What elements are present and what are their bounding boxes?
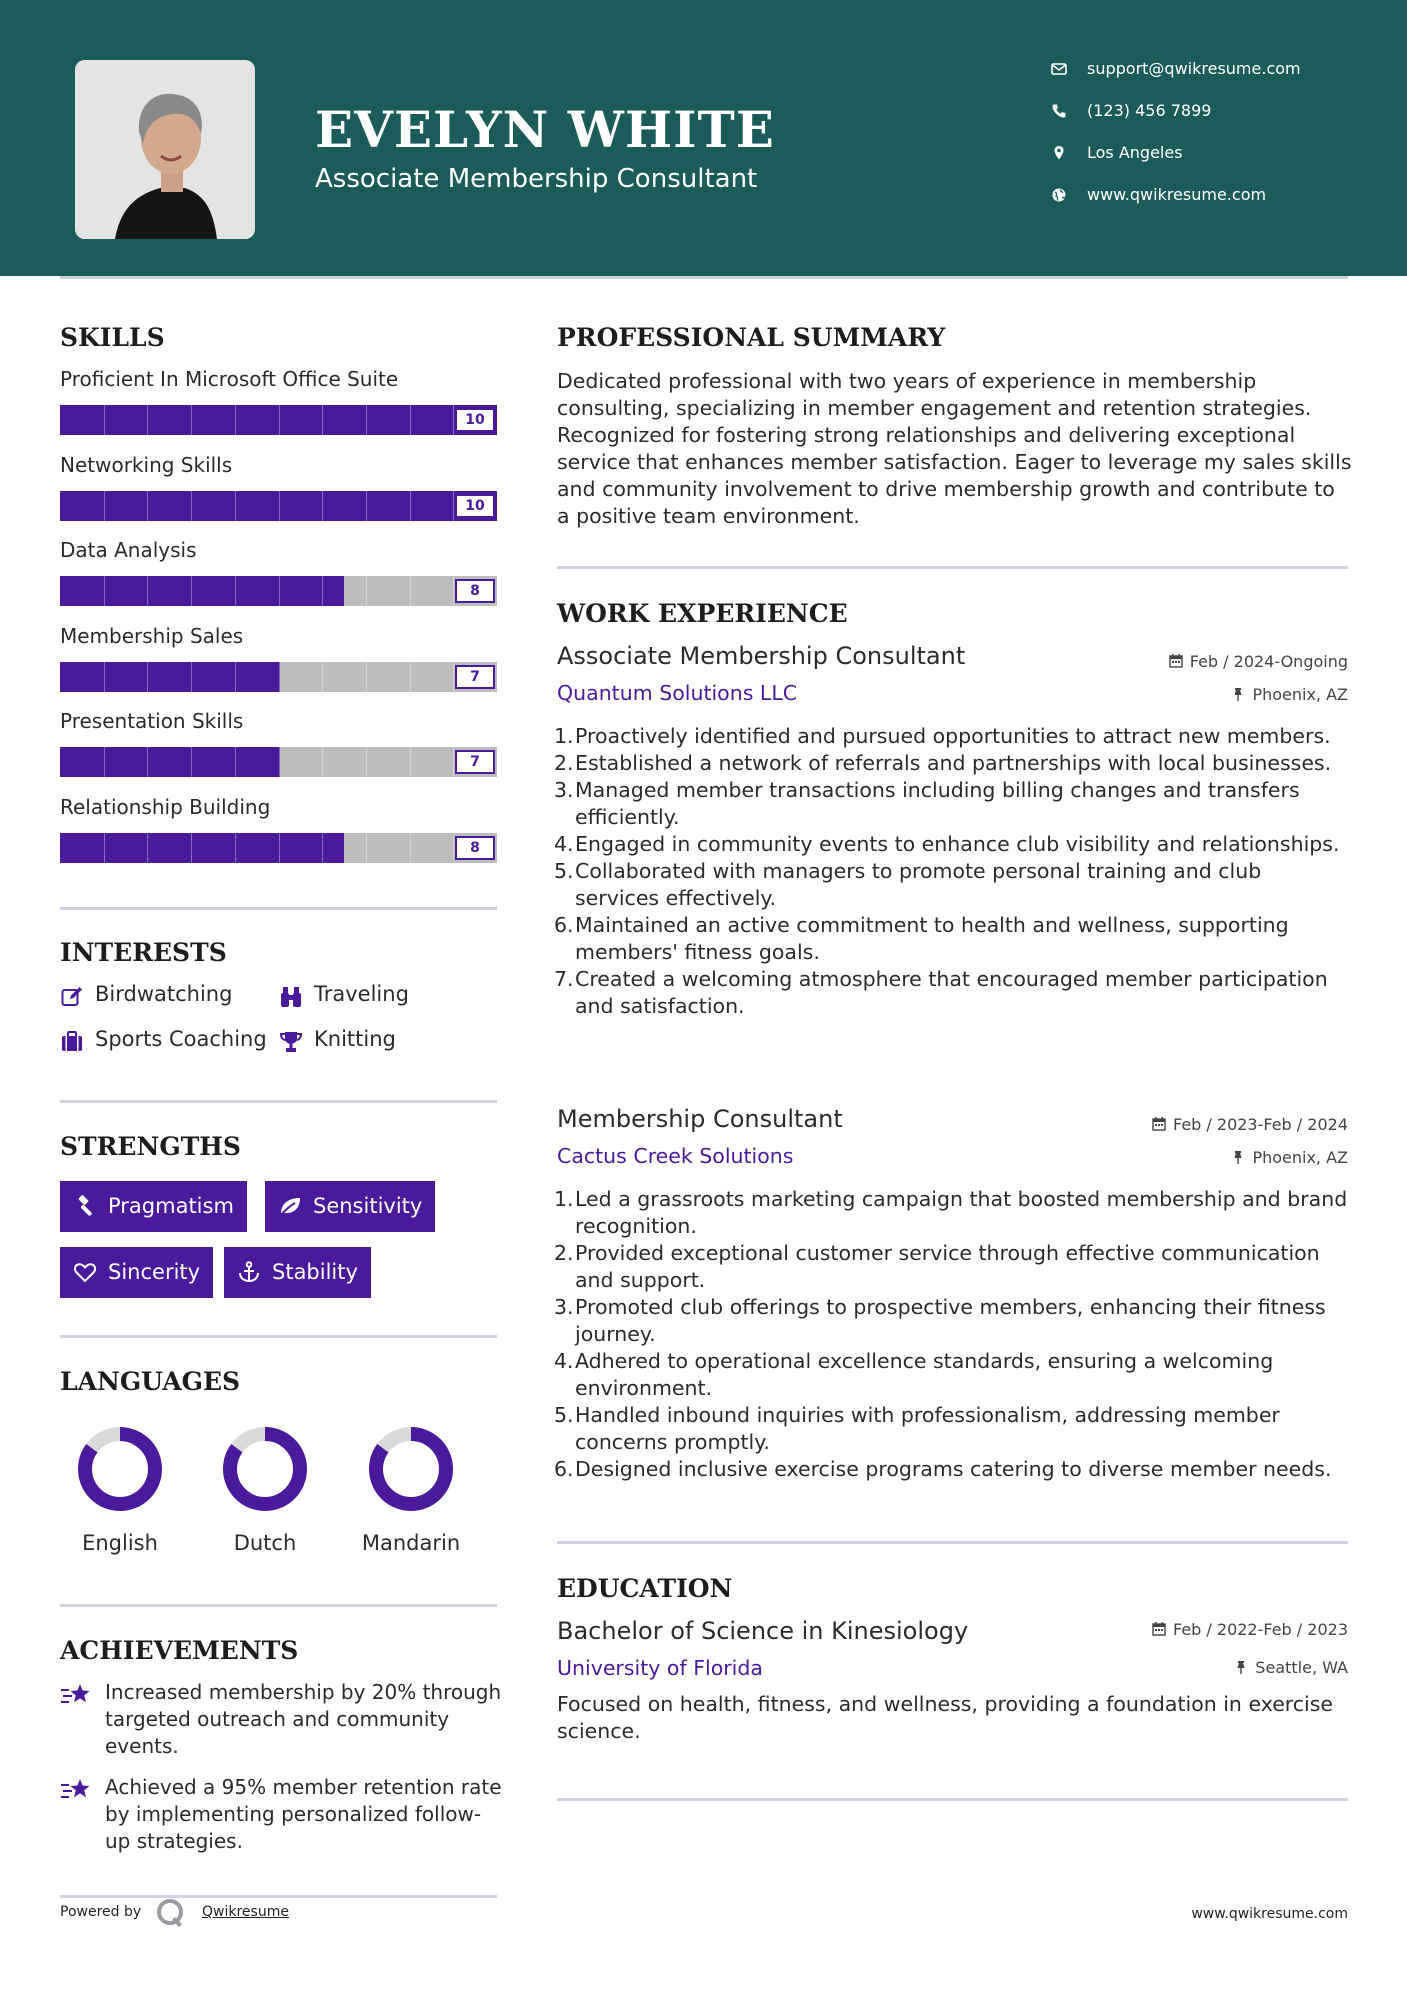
skill-bar-segment [453, 405, 454, 435]
contact-location-text: Los Angeles [1087, 143, 1183, 162]
skill-bar-segment [366, 747, 367, 777]
bullet-number: 4. [554, 1349, 574, 1373]
contact-email[interactable] [1050, 56, 1390, 98]
job-bullet [554, 777, 1349, 831]
school-name: University of Florida [557, 1656, 763, 1680]
strength-chip [60, 1181, 247, 1232]
job-bullet [554, 831, 1349, 858]
skill-level-value: 7 [455, 665, 495, 689]
thumbtack-icon [1231, 1150, 1245, 1164]
globe-icon [1050, 186, 1068, 204]
skill-bar [60, 662, 497, 692]
skill-bar-segment [147, 833, 148, 863]
bullet-text: Promoted club offerings to prospective members, enhancing their fitness journey. [575, 1295, 1326, 1346]
skill-bar-segment [191, 405, 192, 435]
contact-email-text: support@qwikresume.com [1087, 59, 1301, 78]
bullet-number: 4. [554, 832, 574, 856]
footer-website[interactable]: www.qwikresume.com [1191, 1906, 1348, 1922]
language-name: Dutch [233, 1531, 297, 1555]
skill-bar-segment [366, 491, 367, 521]
skills-heading: SKILLS [60, 323, 165, 352]
skill-bar-segment [410, 662, 411, 692]
qwikresume-logo-icon [155, 1897, 187, 1929]
bullet-number: 2. [554, 751, 574, 775]
skill-bar-segment [410, 833, 411, 863]
language-level-ring [220, 1424, 310, 1514]
skill-bar [60, 576, 497, 606]
skill-bar-segment [279, 833, 280, 863]
bullet-number: 6. [554, 913, 574, 937]
summary-heading: PROFESSIONAL SUMMARY [557, 323, 946, 352]
strength-chip [224, 1247, 371, 1298]
skill-level-value: 10 [455, 408, 495, 432]
skill-bar-segment [410, 747, 411, 777]
section-divider [557, 1798, 1348, 1801]
job-bullet [554, 750, 1349, 777]
skill-name: Relationship Building [60, 795, 271, 819]
skill-bar-segment [453, 662, 454, 692]
language-level-ring [366, 1424, 456, 1514]
skill-bar-segment [191, 491, 192, 521]
job-bullet [554, 723, 1349, 750]
skill-name: Networking Skills [60, 453, 233, 477]
job-bullet [554, 1240, 1349, 1294]
interest-label: Sports Coaching [95, 1027, 267, 1051]
skill-bar-segment [191, 747, 192, 777]
bullet-number: 7. [554, 967, 574, 991]
thumbtack-icon [1234, 1660, 1248, 1674]
bullet-text: Designed inclusive exercise programs catering to diverse member needs. [575, 1457, 1332, 1481]
education-location-text: Seattle, WA [1255, 1658, 1348, 1677]
skill-bar-segment [191, 662, 192, 692]
bullet-text: Created a welcoming atmosphere that encouraged member participation and satisfaction. [575, 967, 1328, 1018]
skill-name: Presentation Skills [60, 709, 244, 733]
strength-label: Sincerity [108, 1260, 201, 1284]
skill-bar-segment [147, 662, 148, 692]
contact-phone[interactable] [1050, 98, 1390, 140]
bullet-number: 5. [554, 1403, 574, 1427]
language-name: Mandarin [361, 1531, 461, 1555]
skill-bar-segment [191, 833, 192, 863]
skill-bar-segment [279, 405, 280, 435]
skill-bar-segment [147, 491, 148, 521]
bullet-text: Managed member transactions including billing changes and transfers efficiently. [575, 778, 1300, 829]
contact-list [1050, 56, 1390, 224]
achievement-text: Increased membership by 20% through targeted outreach and community events. [105, 1680, 502, 1758]
job-bullet [554, 1402, 1349, 1456]
contact-website-text: www.qwikresume.com [1087, 185, 1267, 204]
thumbtack-icon [1231, 687, 1245, 701]
contact-website[interactable] [1050, 182, 1390, 224]
interest-label: Birdwatching [95, 982, 233, 1006]
skill-bar-fill [60, 576, 344, 606]
calendar-icon [1152, 1117, 1166, 1131]
skill-bar-segment [104, 405, 105, 435]
skill-bar [60, 491, 497, 521]
skill-bar-segment [147, 576, 148, 606]
skill-bar-segment [322, 405, 323, 435]
contact-location [1050, 140, 1390, 182]
section-divider [557, 1541, 1348, 1544]
skill-bar-segment [322, 491, 323, 521]
achievement-text: Achieved a 95% member retention rate by implementing personalized follow-up strategies. [105, 1775, 502, 1853]
strength-chip [265, 1181, 435, 1232]
skill-name: Data Analysis [60, 538, 197, 562]
skill-bar-segment [235, 662, 236, 692]
skill-bar-segment [453, 833, 454, 863]
phone-icon [1050, 102, 1068, 120]
bullet-text: Maintained an active commitment to health and wellness, supporting members' fitness goals. [575, 913, 1289, 964]
job-location [1231, 1148, 1348, 1167]
education-date-text: Feb / 2022-Feb / 2023 [1173, 1620, 1348, 1639]
shooting-star-icon [60, 1681, 92, 1709]
skill-bar-segment [366, 833, 367, 863]
map-marker-icon [1050, 144, 1068, 162]
strengths-heading: STRENGTHS [60, 1132, 241, 1161]
skill-bar-segment [279, 576, 280, 606]
interest-label: Knitting [314, 1027, 396, 1051]
bullet-number: 1. [554, 724, 574, 748]
job-date [1169, 652, 1348, 671]
skill-bar-segment [322, 833, 323, 863]
candidate-name: EVELYN WHITE [315, 100, 775, 159]
skill-bar-segment [366, 576, 367, 606]
skill-bar-segment [104, 833, 105, 863]
skill-bar-segment [410, 405, 411, 435]
skill-bar-segment [235, 405, 236, 435]
section-divider [557, 566, 1348, 569]
candidate-title: Associate Membership Consultant [315, 164, 758, 194]
bullet-number: 5. [554, 859, 574, 883]
job-responsibilities [554, 1186, 1349, 1483]
binoculars-icon [279, 985, 303, 1009]
bullet-text: Led a grassroots marketing campaign that boosted membership and brand recognition. [575, 1187, 1348, 1238]
skill-bar-segment [410, 576, 411, 606]
job-bullet [554, 1348, 1349, 1402]
gavel-icon [73, 1194, 97, 1218]
bullet-number: 3. [554, 1295, 574, 1319]
section-divider [60, 907, 497, 910]
education-location [1234, 1658, 1348, 1677]
skill-bar [60, 405, 497, 435]
job-date [1152, 1115, 1348, 1134]
job-company: Cactus Creek Solutions [557, 1144, 794, 1168]
achievements-heading: ACHIEVEMENTS [60, 1636, 299, 1665]
bullet-text: Handled inbound inquiries with professionalism, addressing member concerns promptly. [575, 1403, 1280, 1454]
powered-by-text: Powered by [60, 1904, 142, 1920]
job-bullet [554, 966, 1349, 1020]
bullet-number: 6. [554, 1457, 574, 1481]
bullet-number: 2. [554, 1241, 574, 1265]
skill-bar-segment [453, 491, 454, 521]
section-divider [60, 1335, 497, 1338]
skill-bar-segment [235, 576, 236, 606]
education-date [1152, 1620, 1348, 1639]
skill-bar-segment [322, 576, 323, 606]
skill-bar-segment [366, 405, 367, 435]
education-heading: EDUCATION [557, 1574, 733, 1603]
job-location [1231, 685, 1348, 704]
skill-bar-segment [322, 747, 323, 777]
skill-bar-segment [104, 662, 105, 692]
interest-label: Traveling [314, 982, 409, 1006]
language-name: English [82, 1531, 158, 1555]
qwikresume-link[interactable]: Qwikresume [202, 1904, 289, 1920]
strength-chip [60, 1247, 213, 1298]
job-date-text: Feb / 2023-Feb / 2024 [1173, 1115, 1348, 1134]
skill-bar-segment [104, 491, 105, 521]
skill-bar-segment [235, 747, 236, 777]
skill-bar-segment [279, 662, 280, 692]
summary-text: Dedicated professional with two years of experience in membership consulting, specializing in member engagement and retention strategies. Recognized for fostering strong relationships and delivering exceptional service that enhances member satisfaction. Eager to leverage my sales skills and community involvement to drive membership growth and contribute to a positive team environment. [557, 369, 1352, 528]
leaf-icon [278, 1194, 302, 1218]
envelope-icon [1050, 60, 1068, 78]
pencil-square-icon [60, 985, 84, 1009]
calendar-icon [1169, 654, 1183, 668]
bullet-text: Collaborated with managers to promote personal training and club services effectively. [575, 859, 1262, 910]
skill-bar-segment [279, 747, 280, 777]
bullet-text: Proactively identified and pursued opportunities to attract new members. [575, 724, 1331, 748]
job-bullet [554, 1186, 1349, 1240]
skill-bar-fill [60, 747, 280, 777]
trophy-icon [279, 1030, 303, 1054]
job-title: Membership Consultant [557, 1105, 843, 1133]
strength-label: Stability [272, 1260, 358, 1284]
skill-bar-segment [104, 576, 105, 606]
briefcase-icon [60, 1030, 84, 1054]
bullet-text: Adhered to operational excellence standards, ensuring a welcoming environment. [575, 1349, 1274, 1400]
strength-label: Sensitivity [313, 1194, 423, 1218]
degree-title: Bachelor of Science in Kinesiology [557, 1617, 969, 1645]
education-description: Focused on health, fitness, and wellness, providing a foundation in exercise science. [557, 1692, 1334, 1743]
skill-level-value: 7 [455, 750, 495, 774]
work-heading: WORK EXPERIENCE [557, 599, 848, 628]
skill-bar-segment [191, 576, 192, 606]
skill-bar-segment [366, 662, 367, 692]
job-title: Associate Membership Consultant [557, 642, 966, 670]
skill-bar-segment [147, 747, 148, 777]
skill-level-value: 10 [455, 494, 495, 518]
language-level-ring [75, 1424, 165, 1514]
job-bullet [554, 912, 1349, 966]
skill-bar [60, 833, 497, 863]
skill-name: Membership Sales [60, 624, 244, 648]
job-location-text: Phoenix, AZ [1252, 1148, 1348, 1167]
job-location-text: Phoenix, AZ [1252, 685, 1348, 704]
skill-bar-segment [235, 833, 236, 863]
bullet-text: Provided exceptional customer service through effective communication and support. [575, 1241, 1320, 1292]
bullet-number: 1. [554, 1187, 574, 1211]
section-divider [60, 1604, 497, 1607]
bullet-number: 3. [554, 778, 574, 802]
header-divider [60, 276, 1348, 279]
skill-bar-segment [322, 662, 323, 692]
calendar-icon [1152, 1622, 1166, 1636]
skill-bar-fill [60, 833, 344, 863]
interests-heading: INTERESTS [60, 938, 227, 967]
skill-level-value: 8 [455, 579, 495, 603]
skill-bar-segment [147, 405, 148, 435]
skill-bar-fill [60, 662, 280, 692]
job-bullet [554, 858, 1349, 912]
section-divider [60, 1100, 497, 1103]
skill-bar [60, 747, 497, 777]
profile-photo [75, 60, 255, 239]
skill-level-value: 8 [455, 836, 495, 860]
header [0, 0, 1407, 276]
contact-phone-text: (123) 456 7899 [1087, 101, 1212, 120]
shooting-star-icon [60, 1776, 92, 1804]
languages-heading: LANGUAGES [60, 1367, 241, 1396]
anchor-icon [237, 1260, 261, 1284]
skill-bar-segment [453, 576, 454, 606]
strength-label: Pragmatism [108, 1194, 234, 1218]
skill-bar-segment [410, 491, 411, 521]
job-bullet [554, 1294, 1349, 1348]
job-date-text: Feb / 2024-Ongoing [1189, 652, 1348, 671]
job-company: Quantum Solutions LLC [557, 681, 798, 705]
skill-bar-segment [235, 491, 236, 521]
job-bullet [554, 1456, 1349, 1483]
skill-bar-segment [279, 491, 280, 521]
job-responsibilities [554, 723, 1349, 1020]
bullet-text: Established a network of referrals and partnerships with local businesses. [575, 751, 1332, 775]
skill-bar-segment [104, 747, 105, 777]
heart-icon [73, 1260, 97, 1284]
skill-name: Proficient In Microsoft Office Suite [60, 367, 399, 391]
bullet-text: Engaged in community events to enhance club visibility and relationships. [575, 832, 1340, 856]
skill-bar-segment [453, 747, 454, 777]
section-divider [60, 1895, 497, 1898]
